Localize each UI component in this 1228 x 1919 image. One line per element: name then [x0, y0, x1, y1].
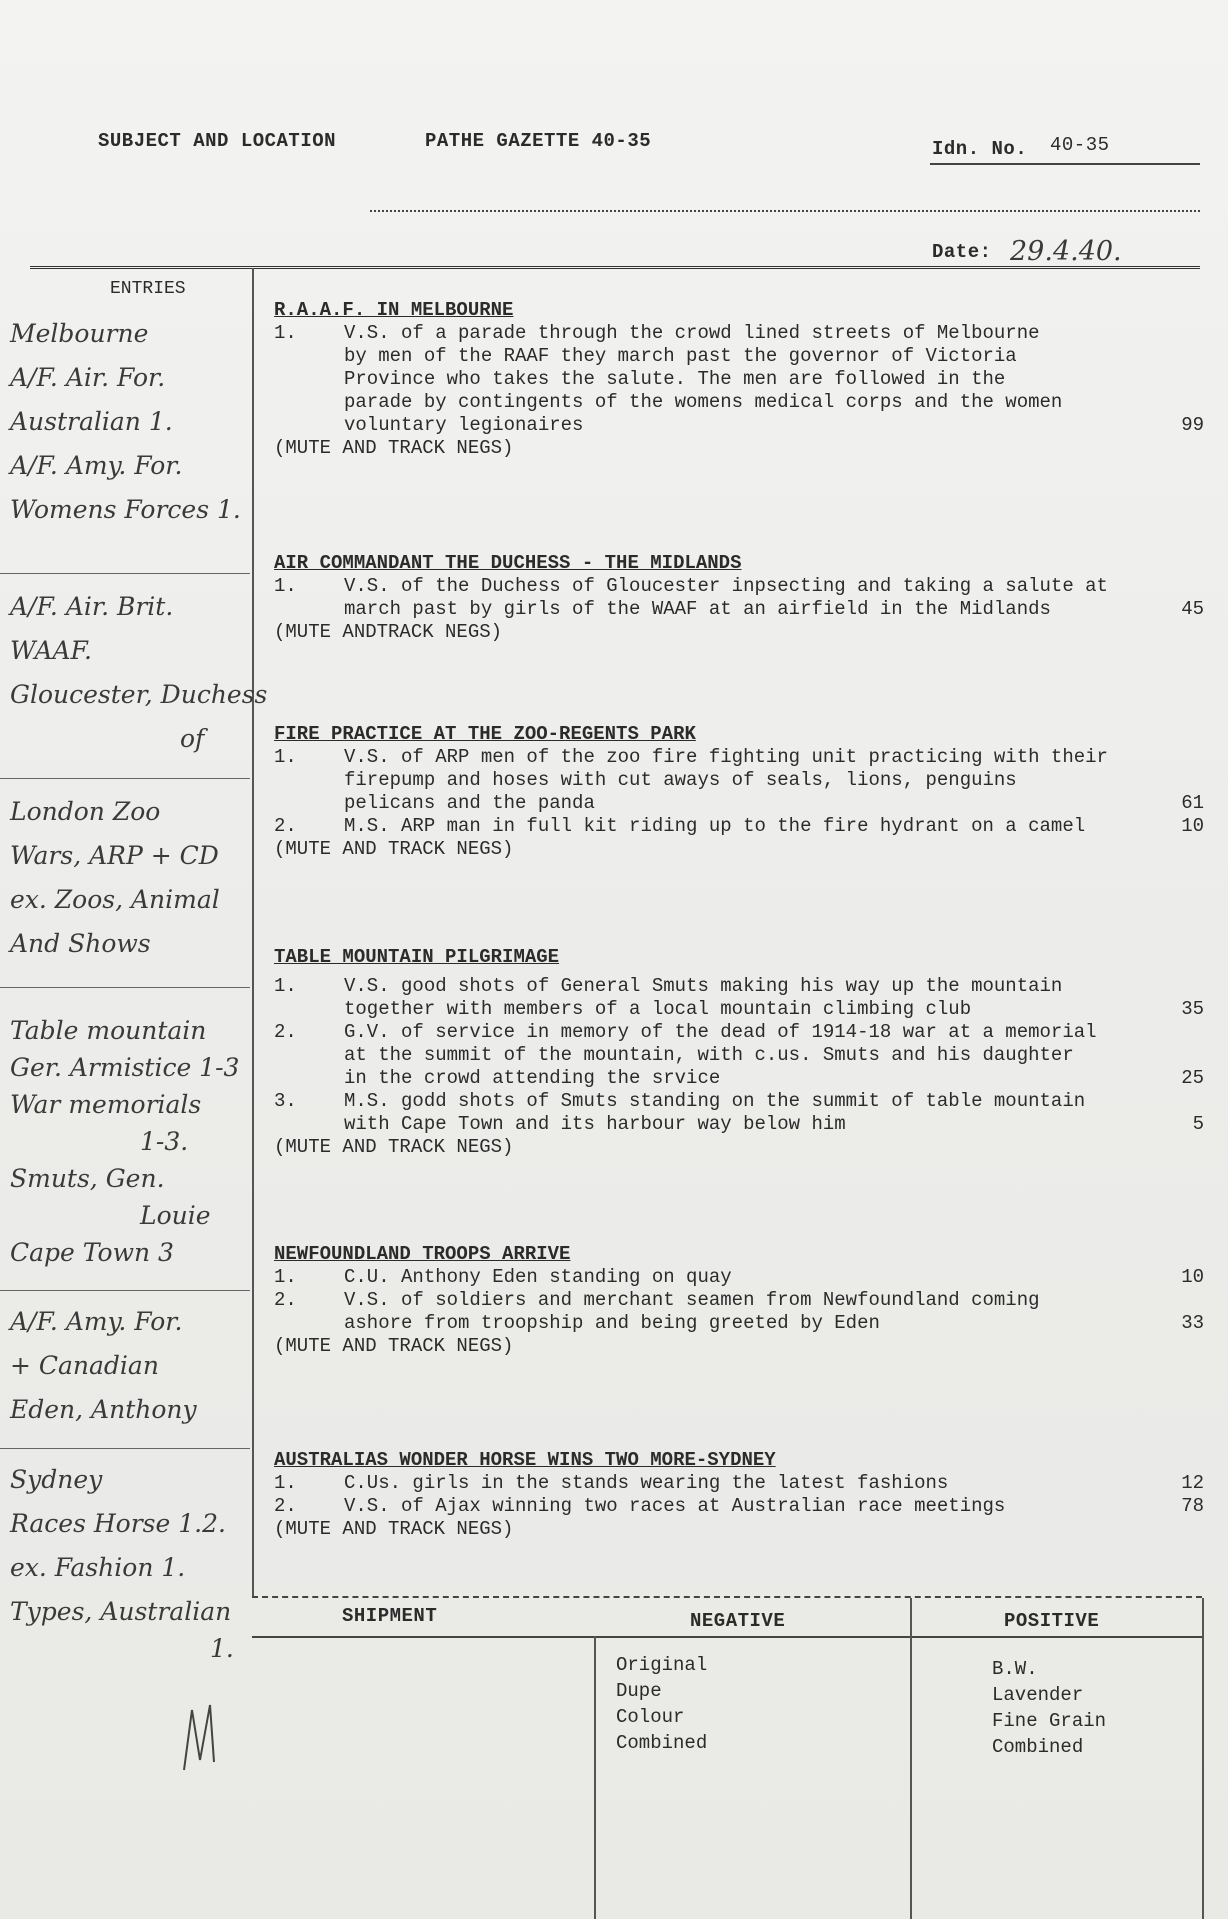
story-title: AIR COMMANDANT THE DUCHESS - THE MIDLANDS: [274, 552, 742, 574]
story-item: [274, 815, 1204, 838]
item-description: M.S. godd shots of Smuts standing on the summit of table mountain with Cape Town and its harbour way below him: [344, 1090, 1086, 1135]
idn-label: Idn. No.: [932, 138, 1028, 160]
item-number: 1.: [274, 1472, 297, 1494]
gazette-title: PATHE GAZETTE 40-35: [425, 130, 652, 152]
item-length: 99: [1181, 414, 1204, 436]
item-description: C.Us. girls in the stands wearing the latest fashions: [344, 1472, 949, 1494]
negs-note: (MUTE AND TRACK NEGS): [274, 1335, 514, 1357]
item-length: 33: [1181, 1312, 1204, 1334]
positive-option: B.W.: [992, 1658, 1038, 1680]
entries-heading: ENTRIES: [110, 279, 186, 299]
story-item: [274, 1495, 1204, 1518]
positive-option: Lavender: [992, 1684, 1084, 1706]
entry-line: Types, Australian: [10, 1597, 232, 1626]
item-length: 35: [1181, 998, 1204, 1020]
negative-option: Dupe: [616, 1680, 662, 1702]
date-value: 29.4.40.: [1010, 236, 1122, 267]
item-description: V.S. of the Duchess of Gloucester inpsecting and taking a salute at march past by girls of the WAAF at an airfield in the Midlands: [344, 575, 1108, 620]
positive-options: [992, 1656, 1106, 1760]
entry-line: Eden, Anthony: [10, 1395, 197, 1424]
item-length: 78: [1181, 1495, 1204, 1517]
item-length: 45: [1181, 598, 1204, 620]
entry-separator: [0, 987, 250, 988]
entry-line: A/F. Amy. For.: [10, 1307, 183, 1336]
item-number: 1.: [274, 1266, 297, 1288]
positive-option: Combined: [992, 1736, 1084, 1758]
item-description: V.S. of soldiers and merchant seamen from Newfoundland coming ashore from troopship and being greeted by Eden: [344, 1289, 1040, 1334]
entry-line: + Canadian: [10, 1351, 159, 1380]
item-length: 61: [1181, 792, 1204, 814]
story-raaf-melbourne: [274, 299, 1204, 460]
story-title: R.A.A.F. IN MELBOURNE: [274, 299, 514, 321]
footer-top-rule: [252, 1596, 1202, 1598]
entry-line: Womens Forces 1.: [10, 495, 241, 524]
shipment-label: SHIPMENT: [342, 1605, 438, 1627]
story-item: [274, 575, 1204, 621]
footer-header-rule: [252, 1636, 1202, 1638]
item-number: 1.: [274, 975, 297, 997]
entry-line: A/F. Air. For.: [10, 363, 166, 392]
item-length: 12: [1181, 1472, 1204, 1494]
item-description: V.S. of Ajax winning two races at Australian race meetings: [344, 1495, 1006, 1517]
entry-line: ex. Fashion 1.: [10, 1553, 186, 1582]
date-label: Date:: [932, 241, 992, 263]
entry-line: Australian 1.: [10, 407, 173, 436]
story-title: AUSTRALIAS WONDER HORSE WINS TWO MORE-SYDNEY: [274, 1449, 776, 1471]
item-number: 3.: [274, 1090, 297, 1112]
item-length: 10: [1181, 1266, 1204, 1288]
story-item: [274, 1021, 1204, 1090]
entry-line: A/F. Air. Brit.: [10, 592, 174, 621]
footer-right-edge: [1202, 1598, 1204, 1919]
story-table-mountain: [274, 946, 1204, 1159]
story-newfoundland-troops: [274, 1243, 1204, 1358]
negs-note: (MUTE AND TRACK NEGS): [274, 838, 514, 860]
item-number: 1.: [274, 746, 297, 768]
handwritten-initials: [170, 1700, 230, 1780]
story-wonder-horse-sydney: [274, 1449, 1204, 1541]
negs-note: (MUTE AND TRACK NEGS): [274, 1136, 514, 1158]
entry-separator: [0, 573, 250, 574]
header-rule: [370, 210, 1200, 212]
story-item: [274, 975, 1204, 1021]
entry-line: A/F. Amy. For.: [10, 451, 183, 480]
entry-line: Races Horse 1.2.: [10, 1509, 226, 1538]
idn-value: 40-35: [1050, 134, 1110, 156]
story-zoo-fire-practice: [274, 723, 1204, 861]
story-item: [274, 1289, 1204, 1335]
entry-line: Louie: [140, 1201, 211, 1230]
item-length: 25: [1181, 1067, 1204, 1089]
item-description: G.V. of service in memory of the dead of 1914-18 war at a memorial at the summit of the mountain, with c.us. Smuts and his daughter in the crowd attending the srvice: [344, 1021, 1097, 1089]
entry-line: of: [180, 724, 205, 753]
entry-group-4: [10, 1012, 239, 1271]
entry-line: Melbourne: [10, 319, 149, 348]
item-description: V.S. of ARP men of the zoo fire fighting unit practicing with their firepump and hoses with cut aways of seals, lions, penguins pelicans and the panda: [344, 746, 1108, 814]
positive-option: Fine Grain: [992, 1710, 1107, 1732]
entry-line: 1.: [210, 1634, 234, 1663]
entry-separator: [0, 1448, 250, 1449]
item-number: 2.: [274, 1289, 297, 1311]
item-number: 2.: [274, 815, 297, 837]
story-item: [274, 1472, 1204, 1495]
story-duchess-midlands: [274, 552, 1204, 644]
item-number: 1.: [274, 322, 297, 344]
footer-divider-1: [594, 1636, 596, 1919]
positive-label: POSITIVE: [1004, 1610, 1100, 1632]
entry-line: Sydney: [10, 1465, 103, 1494]
story-title: TABLE MOUNTAIN PILGRIMAGE: [274, 946, 560, 968]
subject-location-label: SUBJECT AND LOCATION: [98, 130, 337, 152]
entry-group-5: [10, 1300, 197, 1432]
item-description: C.U. Anthony Eden standing on quay: [344, 1266, 732, 1288]
item-description: M.S. ARP man in full kit riding up to the fire hydrant on a camel: [344, 815, 1086, 837]
entry-line: Table mountain: [10, 1016, 207, 1045]
entry-line: Gloucester, Duchess: [10, 680, 268, 709]
item-length: 5: [1192, 1113, 1204, 1135]
footer-divider-2: [910, 1598, 912, 1919]
story-item: [274, 322, 1204, 437]
entry-line: Wars, ARP + CD: [10, 841, 219, 870]
entry-line: Ger. Armistice 1-3: [10, 1053, 240, 1082]
column-divider: [252, 268, 254, 1596]
negative-option: Original: [616, 1654, 708, 1676]
entry-line: And Shows: [10, 929, 151, 958]
item-number: 1.: [274, 575, 297, 597]
story-item: [274, 746, 1204, 815]
item-number: 2.: [274, 1495, 297, 1517]
entry-group-6: [10, 1458, 234, 1664]
entry-line: Cape Town 3: [10, 1238, 174, 1267]
idn-underline: [930, 163, 1200, 165]
entry-line: 1-3.: [140, 1127, 189, 1156]
entry-line: War memorials: [10, 1090, 202, 1119]
top-rule: [30, 266, 1200, 269]
item-number: 2.: [274, 1021, 297, 1043]
entry-line: London Zoo: [10, 797, 161, 826]
negs-note: (MUTE ANDTRACK NEGS): [274, 621, 503, 643]
entry-group-3: [10, 790, 220, 966]
item-description: V.S. of a parade through the crowd lined streets of Melbourne by men of the RAAF they march past the governor of Victoria Province who takes the salute. The men are followed in the parade by contingents of the womens medical corps and the women voluntary legionaires: [344, 322, 1063, 436]
story-title: NEWFOUNDLAND TROOPS ARRIVE: [274, 1243, 571, 1265]
entry-line: ex. Zoos, Animal: [10, 885, 220, 914]
entry-separator: [0, 778, 250, 779]
negs-note: (MUTE AND TRACK NEGS): [274, 1518, 514, 1540]
negative-option: Colour: [616, 1706, 685, 1728]
entry-line: WAAF.: [10, 636, 92, 665]
story-title: FIRE PRACTICE AT THE ZOO-REGENTS PARK: [274, 723, 696, 745]
entry-group-2: [10, 585, 267, 761]
negative-option: Combined: [616, 1732, 708, 1754]
item-description: V.S. good shots of General Smuts making his way up the mountain together with members of a local mountain climbing club: [344, 975, 1063, 1020]
negative-options: [616, 1652, 707, 1756]
entry-group-1: [10, 312, 241, 532]
item-length: 10: [1181, 815, 1204, 837]
negs-note: (MUTE AND TRACK NEGS): [274, 437, 514, 459]
story-item: [274, 1090, 1204, 1136]
story-item: [274, 1266, 1204, 1289]
entry-separator: [0, 1290, 250, 1291]
entry-line: Smuts, Gen.: [10, 1164, 165, 1193]
negative-label: NEGATIVE: [690, 1610, 786, 1632]
